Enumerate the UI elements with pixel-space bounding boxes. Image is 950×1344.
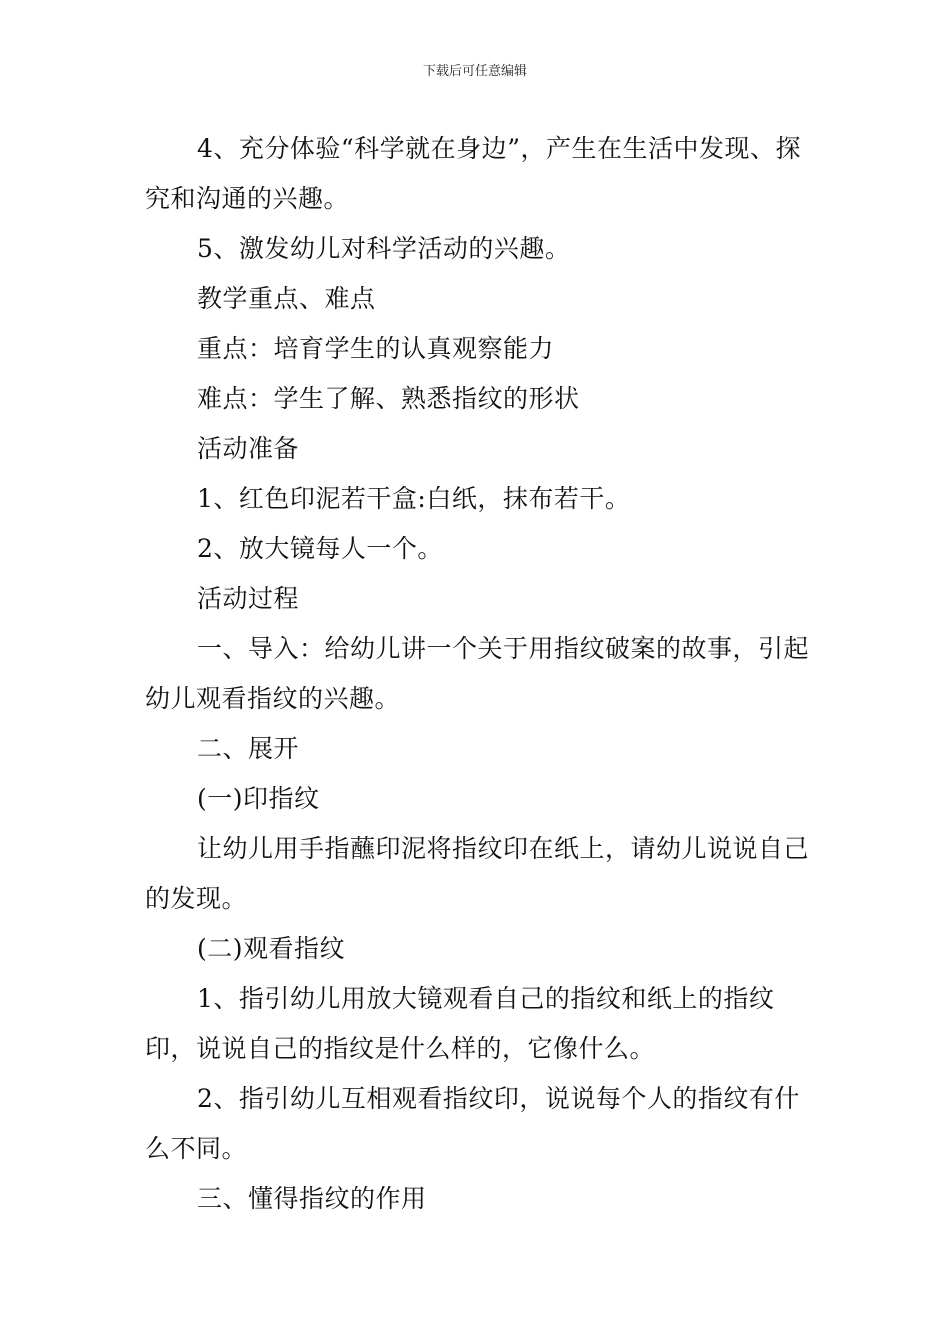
heading-fingerprint-use: 三、懂得指纹的作用: [197, 1184, 427, 1213]
paragraph-intro: 一、导入：给幼儿讲一个关于用指纹破案的故事，引起幼儿观看指纹的兴趣。: [145, 634, 810, 713]
heading-key-points: 教学重点、难点: [197, 284, 376, 313]
heading-process: 活动过程: [197, 584, 300, 613]
paragraph-prep-2: 2、放大镜每人一个。: [197, 534, 443, 563]
paragraph-key-point: 重点：培育学生的认真观察能力: [197, 334, 555, 363]
paragraph-difficulty: 难点：学生了解、熟悉指纹的形状: [197, 384, 580, 413]
paragraph-print-fingerprint: 让幼儿用手指蘸印泥将指纹印在纸上，请幼儿说说自己的发现。: [145, 834, 810, 913]
paragraph-observe-2: 2、指引幼儿互相观看指纹印，说说每个人的指纹有什么不同。: [145, 1084, 800, 1163]
paragraph-goal-4: 4、充分体验“科学就在身边”，产生在生活中发现、探究和沟通的兴趣。: [145, 134, 801, 213]
subheading-print-fingerprint: (一)印指纹: [197, 784, 320, 813]
paragraph-goal-5: 5、激发幼儿对科学活动的兴趣。: [197, 234, 571, 263]
heading-preparation: 活动准备: [197, 434, 300, 463]
page-header: 下载后可任意编辑: [422, 64, 527, 79]
heading-expand: 二、展开: [197, 734, 300, 763]
document-body: [145, 124, 815, 1224]
subheading-observe-fingerprint: (二)观看指纹: [197, 934, 346, 963]
paragraph-prep-1: 1、红色印泥若干盒:白纸，抹布若干。: [197, 484, 631, 513]
paragraph-observe-1: 1、指引幼儿用放大镜观看自己的指纹和纸上的指纹印，说说自己的指纹是什么样的，它像什么。: [145, 984, 775, 1063]
